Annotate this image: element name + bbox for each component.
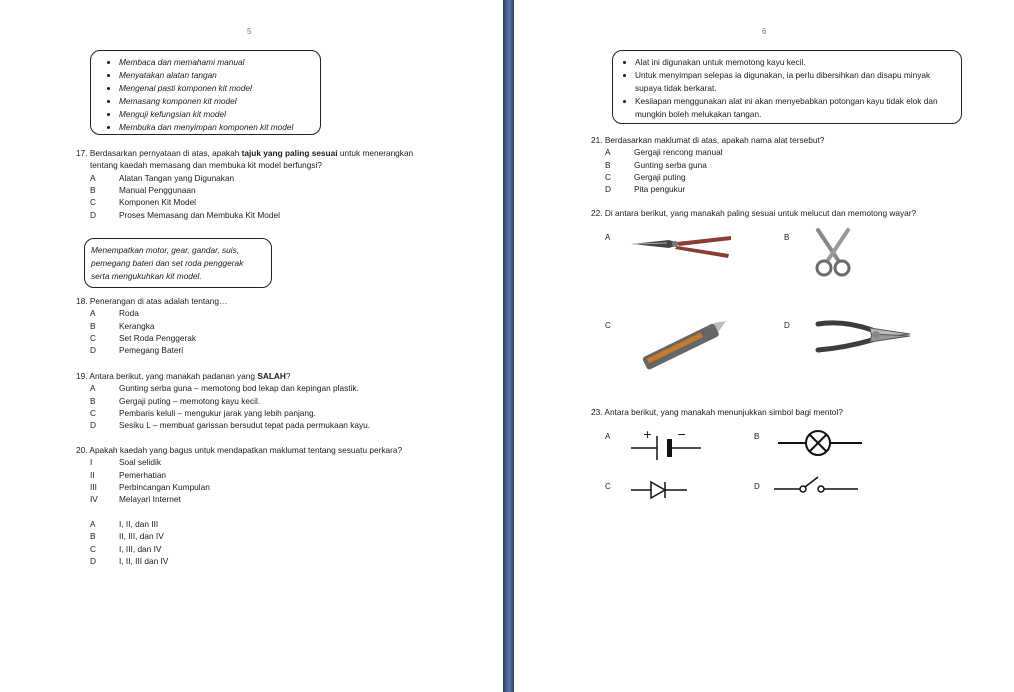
option-a-label: A: [605, 233, 611, 242]
option-text: Alatan Tangan yang Digunakan: [119, 172, 235, 183]
option-d[interactable]: [90, 555, 496, 567]
battery-symbol-icon[interactable]: [629, 428, 709, 462]
page-number: 5: [247, 27, 252, 36]
statement-text: Melayari Internet: [119, 494, 181, 505]
option-a[interactable]: [90, 518, 496, 530]
objective-item: • Memasang komponen kit model: [119, 95, 320, 108]
question-22: [591, 207, 1011, 219]
statement-text: Pemerhatian: [119, 469, 167, 480]
option-letter: B: [90, 320, 96, 331]
option-text: Gergaji puting: [634, 172, 686, 183]
objective-item: • Membuka dan menyimpan komponen kit model: [119, 121, 320, 134]
option-text: Pemegang Bateri: [119, 345, 184, 356]
option-text: Gergaji rencong manual: [634, 147, 723, 158]
left-page: [0, 0, 503, 692]
option-d[interactable]: [90, 419, 496, 431]
page-number: 6: [762, 27, 767, 36]
option-c[interactable]: [605, 171, 1011, 183]
option-text: Set Roda Penggerak: [119, 333, 197, 344]
option-a[interactable]: [90, 307, 476, 319]
option-letter: D: [90, 209, 96, 220]
question-stem: untuk menerangkan: [337, 148, 414, 158]
option-letter: C: [605, 172, 611, 183]
statement-item: [90, 493, 496, 505]
option-text: Roda: [119, 308, 139, 319]
question-19: [76, 370, 496, 432]
option-text: I, III, dan IV: [119, 543, 162, 554]
statement-numeral: IV: [90, 494, 98, 505]
option-letter: A: [90, 308, 96, 319]
lamp-symbol-icon[interactable]: [776, 428, 866, 460]
statement-text: Soal selidik: [119, 457, 161, 468]
option-c-label: C: [605, 321, 611, 330]
option-b[interactable]: [605, 159, 1011, 171]
question-stem: ?: [285, 371, 291, 381]
description-line: Menempatkan motor, gear, gandar, suis,: [91, 245, 240, 255]
objective-item: • Menyatakan alatan tangan: [119, 69, 320, 82]
option-letter: D: [90, 345, 96, 356]
diode-symbol-icon[interactable]: [629, 478, 691, 502]
option-text: Komponen Kit Model: [119, 197, 197, 208]
statement-item: [90, 469, 496, 481]
scissors-icon[interactable]: [812, 228, 856, 278]
option-letter: D: [90, 556, 96, 567]
objective-item: • Mengenal pasti komponen kit model: [119, 82, 320, 95]
option-letter: B: [90, 531, 96, 542]
option-letter: C: [90, 543, 96, 554]
option-letter: C: [90, 408, 96, 419]
option-d-label: D: [754, 482, 760, 491]
info-item: • Untuk menyimpan selepas ia digunakan, ia perlu dibersihkan dan disapu minyak supaya tidak berkarat.: [635, 69, 953, 95]
question-stem-bold: tajuk yang paling sesuai: [241, 148, 338, 158]
option-c[interactable]: [90, 332, 476, 344]
option-letter: A: [605, 147, 611, 158]
option-a[interactable]: [90, 172, 476, 184]
question-23: [591, 406, 1011, 418]
question-17: [76, 147, 476, 221]
statement-numeral: III: [90, 482, 97, 493]
question-number: 17.: [76, 148, 88, 158]
question-number: 22.: [591, 208, 603, 218]
question-stem: tentang kaedah memasang dan membuka kit model berfungsi?: [90, 160, 322, 171]
option-letter: D: [90, 420, 96, 431]
option-a[interactable]: [90, 382, 496, 394]
option-b-label: B: [754, 432, 760, 441]
option-b-label: B: [784, 233, 790, 242]
wire-stripper-icon[interactable]: [629, 230, 734, 264]
cutter-knife-icon[interactable]: [634, 318, 734, 370]
question-20: [76, 444, 496, 567]
side-cutter-icon[interactable]: [814, 318, 914, 356]
description-line: pemegang bateri dan set roda penggerak: [91, 258, 244, 268]
option-letter: B: [605, 159, 611, 170]
question-number: 18.: [76, 296, 88, 306]
question-stem: Antara berikut, yang manakah menunjukkan simbol bagi mentol?: [604, 407, 843, 417]
statement-numeral: I: [90, 457, 93, 468]
option-text: I, II, dan III: [119, 518, 159, 529]
info-item: • Kesilapan menggunakan alat ini akan menyebabkan potongan kayu tidak elok dan mungkin boleh melukakan tangan.: [635, 95, 953, 121]
question-stem: Penerangan di atas adalah tentang…: [89, 296, 228, 306]
question-number: 23.: [591, 407, 603, 417]
switch-symbol-icon[interactable]: [772, 474, 862, 498]
option-d[interactable]: [90, 209, 476, 221]
option-text: Pembaris keluli – mengukur jarak yang lebih panjang.: [119, 408, 316, 419]
statement-text: Perbincangan Kumpulan: [119, 482, 210, 493]
option-text: Kerangka: [119, 320, 155, 331]
option-d[interactable]: [90, 344, 476, 356]
question-stem: Di antara berikut, yang manakah paling sesuai untuk melucut dan memotong wayar?: [604, 208, 917, 218]
statement-numeral: II: [90, 469, 95, 480]
question-number: 21.: [591, 135, 603, 145]
option-letter: D: [605, 184, 611, 195]
question-21: [591, 134, 1011, 196]
question-number: 19.: [76, 371, 88, 381]
option-letter: C: [90, 197, 96, 208]
tool-info-box: [612, 50, 962, 124]
option-b[interactable]: [90, 184, 476, 196]
option-c[interactable]: [90, 407, 496, 419]
option-c[interactable]: [90, 543, 496, 555]
option-text: Manual Penggunaan: [119, 184, 196, 195]
objective-item: • Menguji kefungsian kit model: [119, 108, 320, 121]
page-gutter: [503, 0, 514, 692]
objectives-box: [90, 50, 321, 135]
question-number: 20.: [76, 445, 88, 455]
option-b[interactable]: [90, 320, 476, 332]
question-stem: Berdasarkan maklumat di atas, apakah nama alat tersebut?: [604, 135, 825, 145]
option-letter: A: [90, 518, 96, 529]
option-text: Pita pengukur: [634, 184, 686, 195]
option-letter: B: [90, 395, 96, 406]
question-stem: Antara berikut, yang manakah padanan yang: [89, 371, 258, 381]
description-line: serta mengukuhkan kit model.: [91, 271, 202, 281]
statement-item: [90, 456, 496, 468]
option-text: Gergaji puting – memotong kayu kecil.: [119, 395, 261, 406]
description-box: [84, 238, 272, 288]
question-18: [76, 295, 476, 357]
option-text: Proses Memasang dan Membuka Kit Model: [119, 209, 280, 220]
info-item: • Alat ini digunakan untuk memotong kayu kecil.: [635, 56, 953, 69]
option-text: II, III, dan IV: [119, 531, 164, 542]
option-letter: B: [90, 184, 96, 195]
question-stem: Berdasarkan pernyataan di atas, apakah: [89, 148, 242, 158]
option-text: Gunting serba guna – memotong bod lekap dan kepingan plastik.: [119, 383, 359, 394]
option-c-label: C: [605, 482, 611, 491]
option-letter: C: [90, 333, 96, 344]
option-a[interactable]: [605, 146, 1011, 158]
question-stem-bold: SALAH: [257, 371, 286, 381]
option-text: Sesiku L – membuat garissan bersudut tepat pada permukaan kayu.: [119, 420, 371, 431]
option-letter: A: [90, 172, 96, 183]
option-text: Gunting serba guna: [634, 159, 707, 170]
statement-item: [90, 481, 496, 493]
option-d-label: D: [784, 321, 790, 330]
option-c[interactable]: [90, 196, 476, 208]
right-page: [514, 0, 1014, 692]
option-a-label: A: [605, 432, 611, 441]
option-b[interactable]: [90, 395, 496, 407]
option-d[interactable]: [605, 183, 1011, 195]
option-letter: A: [90, 383, 96, 394]
battery-plus-icon: +: [643, 428, 653, 441]
option-text: I, II, III dan IV: [119, 556, 169, 567]
option-b[interactable]: [90, 530, 496, 542]
objective-item: • Membaca dan memahami manual: [119, 56, 320, 69]
battery-minus-icon: −: [677, 428, 687, 441]
question-stem: Apakah kaedah yang bagus untuk mendapatkan maklumat tentang sesuatu perkara?: [89, 445, 403, 455]
